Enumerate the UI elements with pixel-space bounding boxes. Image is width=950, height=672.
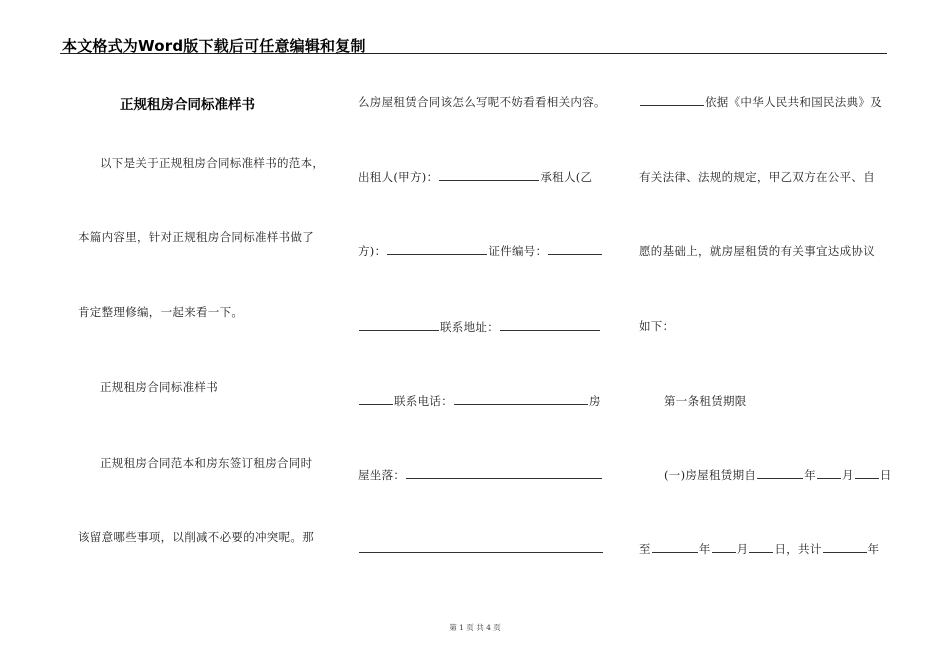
day-label: 日 (879, 468, 892, 482)
lease-term-line (664, 467, 892, 483)
year-label: 年 (804, 468, 816, 482)
address-label: 联系地址： (440, 320, 499, 334)
banner-divider (60, 53, 887, 54)
to-year-blank (652, 541, 698, 553)
col3-line-1-text: 依据《中华人民共和国民法典》及 (705, 95, 882, 109)
col2-id-line (358, 243, 603, 259)
col3-line-3: 愿的基础上，就房屋租赁的有关事宜达成协议 (639, 244, 875, 258)
col3-line-1 (639, 94, 882, 110)
house-label: 房 (589, 394, 601, 408)
col3-line-2: 有关法律、法规的规定，甲乙双方在公平、自 (639, 170, 875, 184)
from-year-blank (757, 467, 803, 479)
col2-location-line (358, 467, 603, 483)
col1-line-3: 肯定整理修编，一起来看一下。 (78, 305, 244, 319)
total-year-label: 年 (867, 542, 880, 556)
lessee-blank (387, 243, 487, 255)
location-label: 屋坐落： (358, 468, 406, 482)
to-month-label: 月 (736, 542, 749, 556)
page-footer: 第 1 页 共 4 页 (449, 623, 501, 632)
col2-address-line (358, 319, 601, 335)
location-blank-2 (359, 541, 603, 553)
col2-phone-line (358, 393, 601, 409)
lessor-label: 出租人(甲方)： (358, 170, 439, 184)
total-label: 日，共计 (774, 542, 822, 556)
lease-end-line (639, 541, 879, 557)
preamble-blank (640, 94, 704, 106)
lessee-label: 承租人(乙 (540, 170, 593, 184)
month-label: 月 (842, 468, 854, 482)
col2-blank-line (358, 541, 604, 556)
col1-line-5: 正规租房合同范本和房东签订租房合同时 (100, 456, 313, 470)
col1-line-6: 该留意哪些事项，以削减不必要的冲突呢。那 (78, 530, 314, 544)
col3-line-4: 如下： (639, 319, 675, 333)
phone-pre-blank (359, 393, 393, 405)
col2-line-1: 么房屋租赁合同该怎么写呢不妨看看相关内容。 (358, 95, 606, 109)
to-year-label: 年 (698, 542, 711, 556)
from-day-blank (855, 467, 879, 479)
id-number-label: 证件编号： (488, 244, 548, 258)
to-label: 至 (639, 542, 651, 556)
lessee-label-cont: 方)： (358, 244, 387, 258)
document-banner: 本文格式为Word版下载后可任意编辑和复制 (62, 37, 366, 55)
article-heading: 第一条租赁期限 (664, 394, 747, 408)
address-blank (500, 319, 600, 331)
to-day-blank (749, 541, 773, 553)
phone-blank (454, 393, 588, 405)
address-pre-blank (359, 319, 439, 331)
col1-line-2: 本篇内容里，针对正规租房合同标准样书做了 (78, 230, 314, 244)
phone-label: 联系电话： (394, 394, 453, 408)
id-number-blank (548, 243, 602, 255)
location-blank (406, 467, 602, 479)
to-month-blank (712, 541, 736, 553)
col2-lessor-line (358, 169, 592, 185)
lessor-blank (439, 169, 539, 181)
col1-line-1: 以下是关于正规租房合同标准样书的范本， (100, 156, 325, 170)
lease-from-label: (一)房屋租赁期自 (664, 468, 757, 482)
from-month-blank (817, 467, 841, 479)
col1-subheading: 正规租房合同标准样书 (100, 380, 218, 394)
document-title: 正规租房合同标准样书 (120, 97, 255, 113)
total-years-blank (823, 541, 867, 553)
